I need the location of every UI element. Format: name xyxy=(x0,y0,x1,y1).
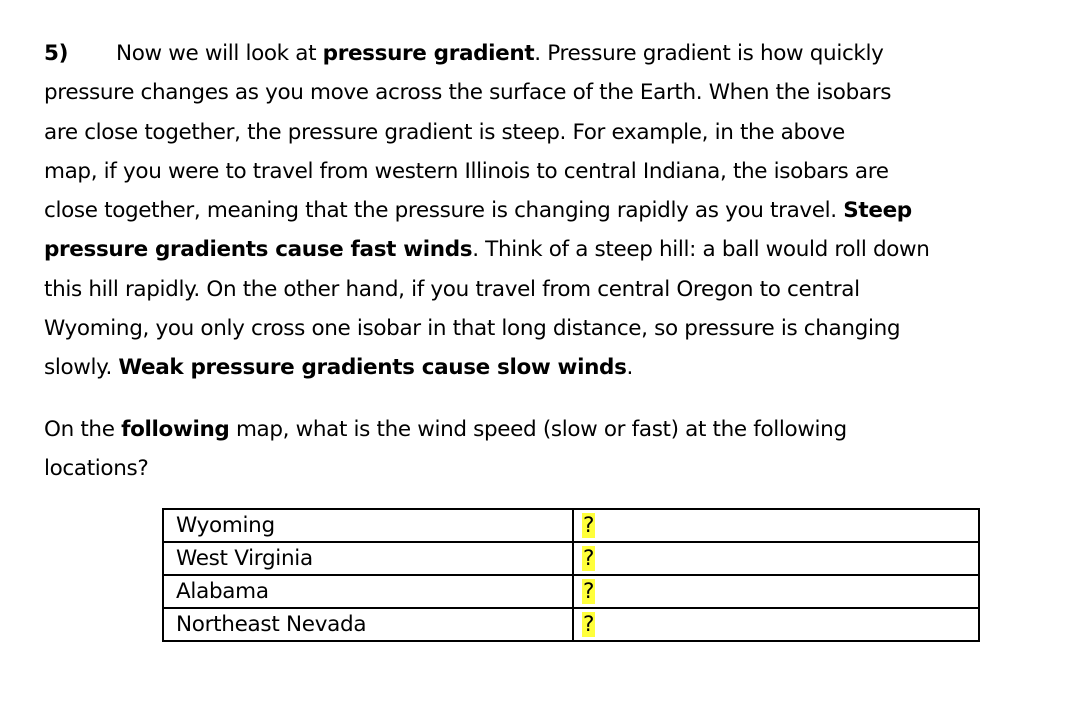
answer-cell[interactable] xyxy=(573,509,979,542)
text-line: map, if you were to travel from western Illinois to central Indiana, the isobars are xyxy=(44,158,889,184)
answer-cell[interactable] xyxy=(573,542,979,575)
answer-cell[interactable] xyxy=(573,608,979,641)
answer-cell[interactable] xyxy=(573,575,979,608)
table-row xyxy=(163,542,979,575)
bold-term-steep: Steep xyxy=(843,198,912,224)
table-row xyxy=(163,575,979,608)
highlighted-answer: ? xyxy=(583,579,595,604)
text-line: locations? xyxy=(44,455,149,481)
text-run: On the xyxy=(44,416,122,442)
worksheet-page xyxy=(44,34,1034,488)
bold-term-steep-gradients: pressure gradients cause fast winds xyxy=(44,237,473,263)
text-run: close together, meaning that the pressure is changing rapidly as you travel. xyxy=(44,198,844,224)
location-cell: Wyoming xyxy=(163,509,573,542)
bold-term-pressure-gradient: pressure gradient xyxy=(322,41,535,66)
location-cell: Alabama xyxy=(163,575,573,608)
text-line: are close together, the pressure gradient is steep. For example, in the above xyxy=(44,119,845,145)
bold-term-following: following xyxy=(121,416,230,442)
text-line: Wyoming, you only cross one isobar in that long distance, so pressure is changing xyxy=(44,316,901,342)
prompt-paragraph xyxy=(44,410,1034,489)
text-run: . Pressure gradient is how quickly xyxy=(534,41,884,66)
bold-term-weak-gradients: Weak pressure gradients cause slow winds xyxy=(118,355,627,381)
highlighted-answer: ? xyxy=(583,612,595,637)
text-run: Now we will look at xyxy=(116,41,323,66)
text-run: slowly. xyxy=(44,355,119,381)
highlighted-answer: ? xyxy=(583,546,595,571)
question-number: 5) xyxy=(44,41,69,66)
question-paragraph xyxy=(44,34,1034,388)
text-line: pressure changes as you move across the surface of the Earth. When the isobars xyxy=(44,80,892,106)
location-cell: West Virginia xyxy=(163,542,573,575)
text-line: this hill rapidly. On the other hand, if you travel from central Oregon to central xyxy=(44,276,860,302)
table-row xyxy=(163,608,979,641)
locations-table xyxy=(162,508,980,642)
location-cell: Northeast Nevada xyxy=(163,608,573,641)
table-row xyxy=(163,509,979,542)
text-run: . Think of a steep hill: a ball would roll down xyxy=(472,237,930,263)
text-run: map, what is the wind speed (slow or fast) at the following xyxy=(229,416,847,442)
text-run: . xyxy=(626,355,634,381)
highlighted-answer: ? xyxy=(583,513,595,538)
